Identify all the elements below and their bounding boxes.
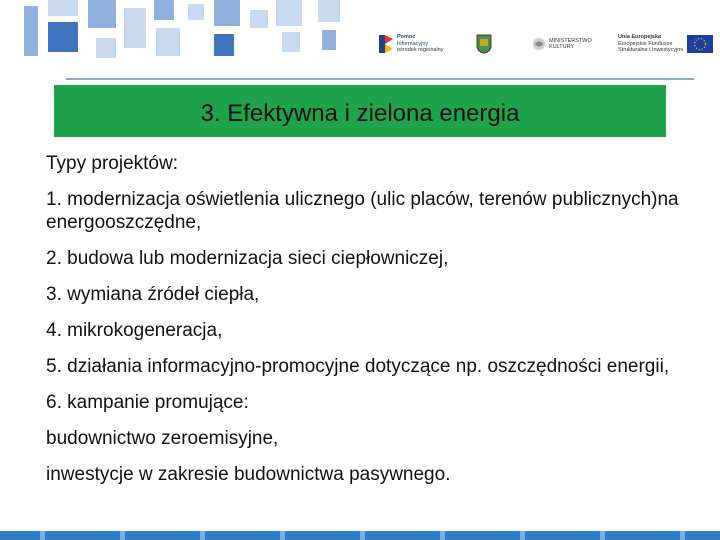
bar-stripe (40, 531, 45, 540)
bottom-accent-bar (0, 531, 720, 540)
eagle-icon (532, 36, 546, 52)
deco-square (48, 22, 78, 52)
coat-of-arms-logo (476, 26, 492, 62)
fe-logo-line: Informacyjny (397, 40, 429, 47)
deco-square (188, 4, 204, 20)
list-item: budownictwo zeroemisyjne, (46, 428, 279, 449)
logo-bar (372, 26, 702, 62)
deco-square (24, 6, 38, 56)
fe-logo-line: Pomoc (397, 34, 416, 41)
slide-content (46, 152, 686, 499)
deco-square (318, 0, 340, 22)
fundusze-europejskie-logo (378, 26, 443, 62)
deco-square (250, 10, 268, 28)
list-item: 1. modernizacja oświetlenia ulicznego (ulic placów, terenów publicznych)na energooszczędne, (46, 189, 679, 233)
ministry-logo-line: MINISTERSTWO (549, 37, 592, 44)
slide-title-box (54, 85, 666, 137)
bar-stripe (360, 531, 365, 540)
ministry-logo (532, 26, 592, 62)
bar-stripe (680, 531, 685, 540)
deco-square (156, 28, 180, 56)
deco-square (214, 0, 240, 26)
deco-square (48, 0, 78, 16)
list-item: 2. budowa lub modernizacja sieci ciepłowniczej, (46, 248, 449, 269)
deco-square (154, 0, 174, 20)
project-types-heading: Typy projektów: (46, 153, 178, 174)
deco-square (96, 38, 116, 58)
deco-square (282, 32, 300, 52)
eu-logo-line: Strukturalne i Inwestycyjne (618, 47, 684, 54)
eu-flag-icon (687, 35, 713, 53)
eu-logo-line: Unia Europejska (618, 34, 662, 41)
eu-logo (618, 26, 713, 62)
deco-square (124, 8, 146, 48)
list-item: 3. wymiana źródeł ciepła, (46, 284, 260, 305)
bar-stripe (520, 531, 525, 540)
bar-stripe (440, 531, 445, 540)
deco-square (322, 30, 336, 50)
list-item: 4. mikrokogeneracja, (46, 320, 223, 341)
deco-square (214, 34, 234, 56)
slide-title: 3. Efektywna i zielona energia (200, 100, 520, 127)
bar-stripe (280, 531, 285, 540)
eu-logo-line: Europejskie Fundusze (618, 40, 673, 47)
bar-stripe (600, 531, 605, 540)
bar-stripe (120, 531, 125, 540)
fe-logo-line: ośrodek regionalny (397, 47, 444, 54)
fe-emblem-icon (378, 33, 394, 55)
coat-of-arms-icon (476, 34, 492, 54)
list-item: 5. działania informacyjno-promocyjne dotyczące np. oszczędności energii, (46, 356, 670, 377)
bar-stripe (200, 531, 205, 540)
list-item: 6. kampanie promujące: (46, 392, 249, 413)
ministry-logo-line: KULTURY (549, 44, 575, 50)
deco-square (88, 0, 116, 28)
deco-square (276, 0, 302, 26)
header-divider (66, 78, 694, 80)
list-item: inwestycje w zakresie budownictwa pasywnego. (46, 464, 451, 485)
